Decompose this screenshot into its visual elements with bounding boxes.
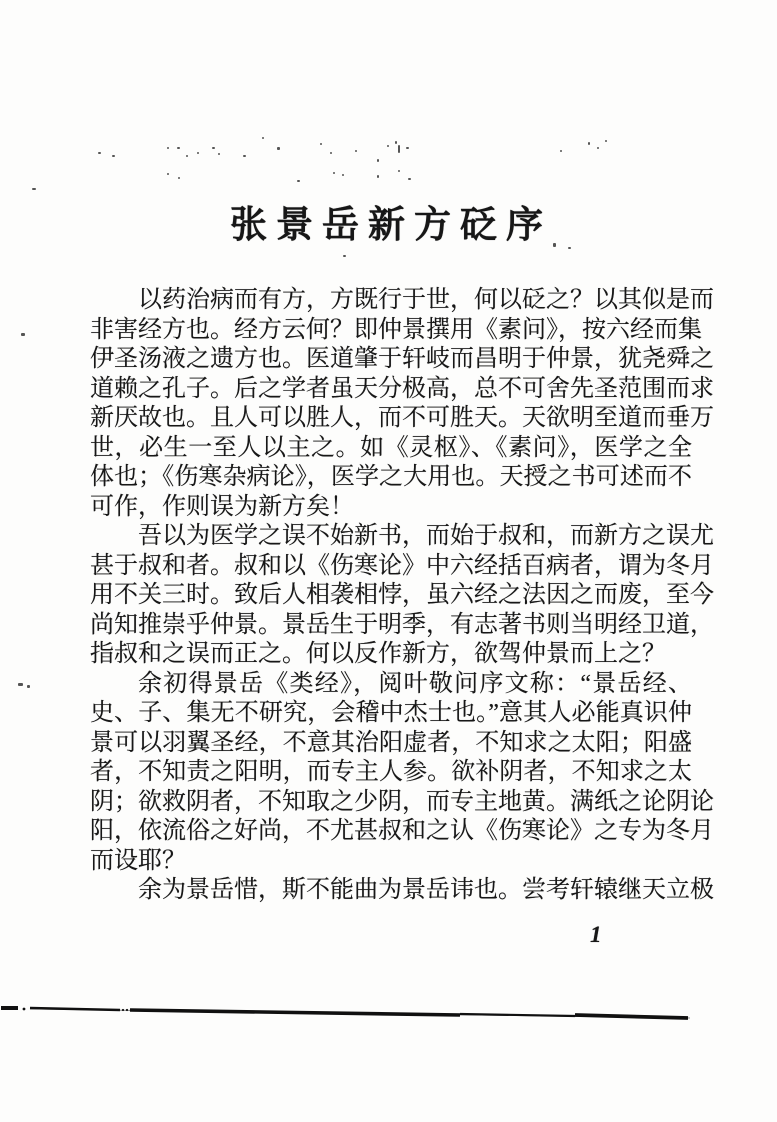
- scan-speck: [330, 152, 332, 154]
- scan-speck: [167, 147, 169, 149]
- scan-speck: [408, 178, 411, 180]
- scan-speck: [553, 243, 556, 247]
- scan-speck: [212, 147, 215, 149]
- text-line: 以药治病而有方，方既行于世，何以砭之？以其似是而: [138, 287, 714, 313]
- scan-speck: [18, 683, 23, 686]
- scan-speck: [355, 150, 357, 152]
- preface-text: [90, 286, 714, 906]
- scan-speck: [568, 247, 571, 249]
- scan-speck: [98, 152, 101, 154]
- text-line: 世，必生一至人以主之。如《灵枢》、《素问》，医学之全: [90, 434, 692, 461]
- page-number: 1: [590, 922, 602, 947]
- scan-speck: [320, 143, 322, 145]
- text-line: 用不关三时。致后人相袭相悖，虽六经之法因之而废，至今: [90, 582, 714, 608]
- text-line: 而设耶？: [90, 847, 186, 874]
- text-line: 新厌故也。且人可以胜人，而不可胜天。天欲明至道而垂万: [90, 405, 714, 431]
- scan-speck: [605, 140, 607, 142]
- scan-speck: [333, 172, 335, 174]
- text-line: 阳，依流俗之好尚，不尤甚叔和之认《伤寒论》之专为冬月: [90, 818, 714, 844]
- text-line: 可作，作则误为新方矣！: [90, 493, 354, 520]
- text-line: 者，不知责之阳明，而专主人参。欲补阴者，不知求之太: [90, 759, 692, 785]
- scan-speck: [27, 685, 30, 688]
- scan-speck: [377, 175, 379, 178]
- scan-speck: [32, 188, 36, 190]
- scan-edge-line: [0, 1000, 777, 1024]
- text-line: 甚于叔和者。叔和以《伤寒论》中六经括百病者，谓为冬月: [90, 552, 714, 579]
- scan-speck: [398, 145, 400, 153]
- text-line: 余为景岳惜，斯不能曲为景岳讳也。尝考轩辕继天立极: [138, 877, 714, 903]
- scan-speck: [277, 147, 280, 150]
- scan-speck: [406, 147, 409, 149]
- scan-speck: [197, 152, 199, 154]
- scan-speck: [342, 174, 344, 176]
- scan-speck: [297, 180, 300, 182]
- text-line: 体也；《伤寒杂病论》，医学之大用也。天授之书可述而不: [90, 464, 692, 490]
- scan-speck: [243, 155, 246, 157]
- scan-speck: [186, 155, 188, 157]
- scan-speck: [343, 255, 346, 257]
- text-line: 道赖之孔子。后之学者虽天分极高，总不可舍先圣范围而求: [90, 375, 714, 402]
- text-line: 伊圣汤液之遗方也。医道肇于轩岐而昌明于仲景，犹尧舜之: [90, 346, 714, 372]
- scan-speck: [177, 147, 180, 149]
- scan-speck: [21, 333, 25, 336]
- scan-speck: [395, 141, 397, 144]
- scan-speck: [112, 155, 115, 157]
- scan-speck: [262, 137, 264, 139]
- text-line: 非害经方也。经方云何？即仲景撰用《素问》，按六经而集: [90, 316, 702, 343]
- text-line: 尚知推崇乎仲景。景岳生于明季，有志著书则当明经卫道，: [90, 611, 714, 638]
- scan-speck: [178, 177, 180, 179]
- scan-speck: [597, 147, 599, 149]
- scan-speck: [218, 153, 220, 155]
- text-line: 吾以为医学之误不始新书，而始于叔和，而新方之误尤: [138, 523, 714, 549]
- text-line: 阴；欲救阴者，不知取之少阴，而专主地黄。满纸之论阴论: [90, 788, 714, 815]
- text-line: 史、子、集无不研究，会稽中杰士也。”意其人必能真识仲: [90, 700, 692, 726]
- scan-speck: [560, 150, 562, 152]
- scan-speck: [167, 173, 169, 175]
- page-title: 张景岳新方砭序: [230, 205, 552, 246]
- scan-speck: [588, 142, 590, 145]
- scan-speck: [387, 145, 389, 147]
- text-line: 余初得景岳《类经》，阅叶敬问序文称：“景岳经、: [138, 670, 692, 697]
- text-line: 指叔和之误而正之。何以反作新方，欲驾仲景而上之？: [90, 641, 666, 667]
- scan-speck: [398, 170, 400, 172]
- text-line: 景可以羽翼圣经，不意其治阳虚者，不知求之太阳；阳盛: [90, 729, 692, 756]
- scan-speck: [377, 159, 379, 162]
